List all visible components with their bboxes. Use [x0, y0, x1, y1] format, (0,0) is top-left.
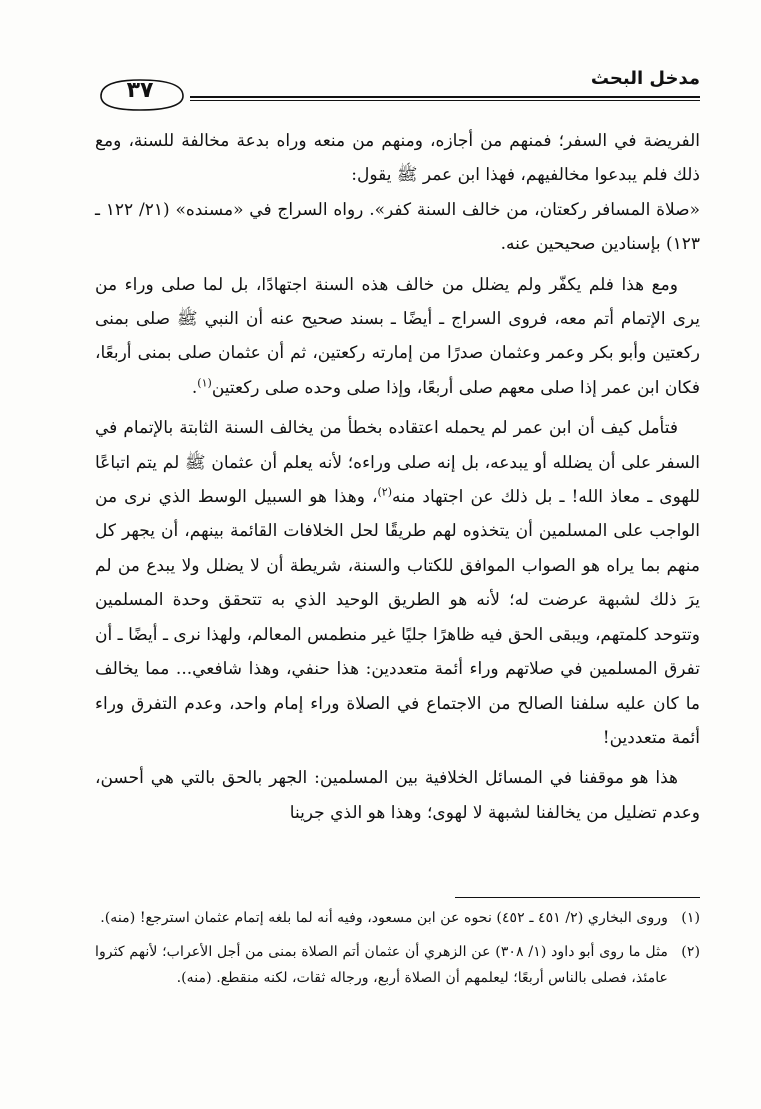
main-text: [95, 124, 700, 830]
footnote-text: وروى البخاري (٢/ ٤٥١ ـ ٤٥٢) نحوه عن ابن مسعود، وفيه أنه لما بلغه إتمام عثمان استرجع! (منه).: [100, 910, 668, 926]
footnote-separator: [455, 897, 700, 898]
footnote-1: [95, 905, 700, 931]
footnote-number: (٢): [681, 944, 700, 960]
paragraph-4: [95, 411, 700, 755]
footnote-ref-1[interactable]: (١): [197, 376, 212, 390]
footnote-number: (١): [681, 910, 700, 926]
footnotes: [95, 905, 700, 999]
header-rule-thin: [190, 100, 700, 101]
running-title: مدخل البحث: [590, 68, 700, 89]
page-number: ٣٧: [126, 78, 154, 103]
paragraph-3-end: .: [191, 377, 198, 398]
footnote-text: مثل ما روى أبو داود (١/ ٣٠٨) عن الزهري أن عثمان أتم الصلاة بمنى من أجل الأعراب؛ لأنهم كثروا عامئذ، فصلى بالناس أربعًا؛ ليعلمهم أن الصلاة أربع، ورجاله ثقات، لكنه منقطع. (منه).: [95, 944, 669, 986]
paragraph-2-quote: «صلاة المسافر ركعتان، من خالف السنة كفر». رواه السراج في «مسنده» (٢١/ ١٢٢ ـ ١٢٣) بإسنادين صحيحين عنه.: [95, 199, 700, 255]
footnote-2: [95, 939, 700, 991]
footnote-ref-2[interactable]: (٢): [377, 485, 392, 499]
page-header: [95, 60, 700, 110]
paragraph-3-text: ومع هذا فلم يكفّر ولم يضلل من خالف هذه السنة اجتهادًا، بل لما صلى وراء من يرى الإتمام أتم معه، فروى السراج ـ أيضًا ـ بسند صحيح عنه أن النبي ﷺ صلى بمنى ركعتين وأبو بكر وعمر وعثمان صدرًا من إمارته ركعتين، ثم أن عثمان صلى بمنى أربعًا، فكان ابن عمر إذا صلى معهم صلى أربعًا، وإذا صلى وحده صلى ركعتين: [95, 274, 700, 398]
page-number-badge: [95, 76, 185, 110]
paragraph-4-text-b: ، وهذا هو السبيل الوسط الذي نرى من الواجب على المسلمين أن يتخذوه لهم طريقًا لحل الخلافات القائمة بينهم، أن يجهر كل منهم بما يراه هو الصواب الموافق للكتاب والسنة، شريطة أن لا يضلل ولا يبدع من لم يرَ ذلك لشبهة عرضت له؛ لأنه هو الطريق الوحيد الذي به تتحقق وحدة المسلمين وتتوحد كلمتهم، ويبقى الحق فيه ظاهرًا جليًا غير منطمس المعالم، ولهذا نرى ـ أيضًا ـ أن تفرق المسلمين في صلاتهم وراء أئمة متعددين: هذا حنفي، وهذا شافعي... مما يخالف ما كان عليه سلفنا الصالح من الاجتماع في الصلاة وراء إمام واحد، وعدم التفرق وراء أئمة متعددين!: [95, 487, 700, 748]
paragraph-4-text-a: فتأمل كيف أن ابن عمر لم يحمله اعتقاده بخطأ من يخالف السنة الثابتة بالإتمام في السفر على أن يضلله أو يبدعه، بل إنه صلى وراءه؛ لأنه يعلم أن عثمان ﷺ لم يتم اتباعًا للهوى ـ معاذ الله! ـ بل ذلك عن اجتهاد منه: [95, 418, 700, 508]
paragraph-5: هذا هو موقفنا في المسائل الخلافية بين المسلمين: الجهر بالحق بالتي هي أحسن، وعدم تضليل من يخالفنا لشبهة لا لهوى؛ وهذا هو الذي جرينا: [95, 768, 700, 823]
paragraph-1: الفريضة في السفر؛ فمنهم من أجازه، ومنهم من منعه وراه بدعة مخالفة للسنة، ومع ذلك فلم يبدعوا مخالفيهم، فهذا ابن عمر ﷺ يقول:: [95, 131, 700, 186]
header-rule: [190, 96, 700, 98]
paragraph-3: [95, 268, 700, 406]
